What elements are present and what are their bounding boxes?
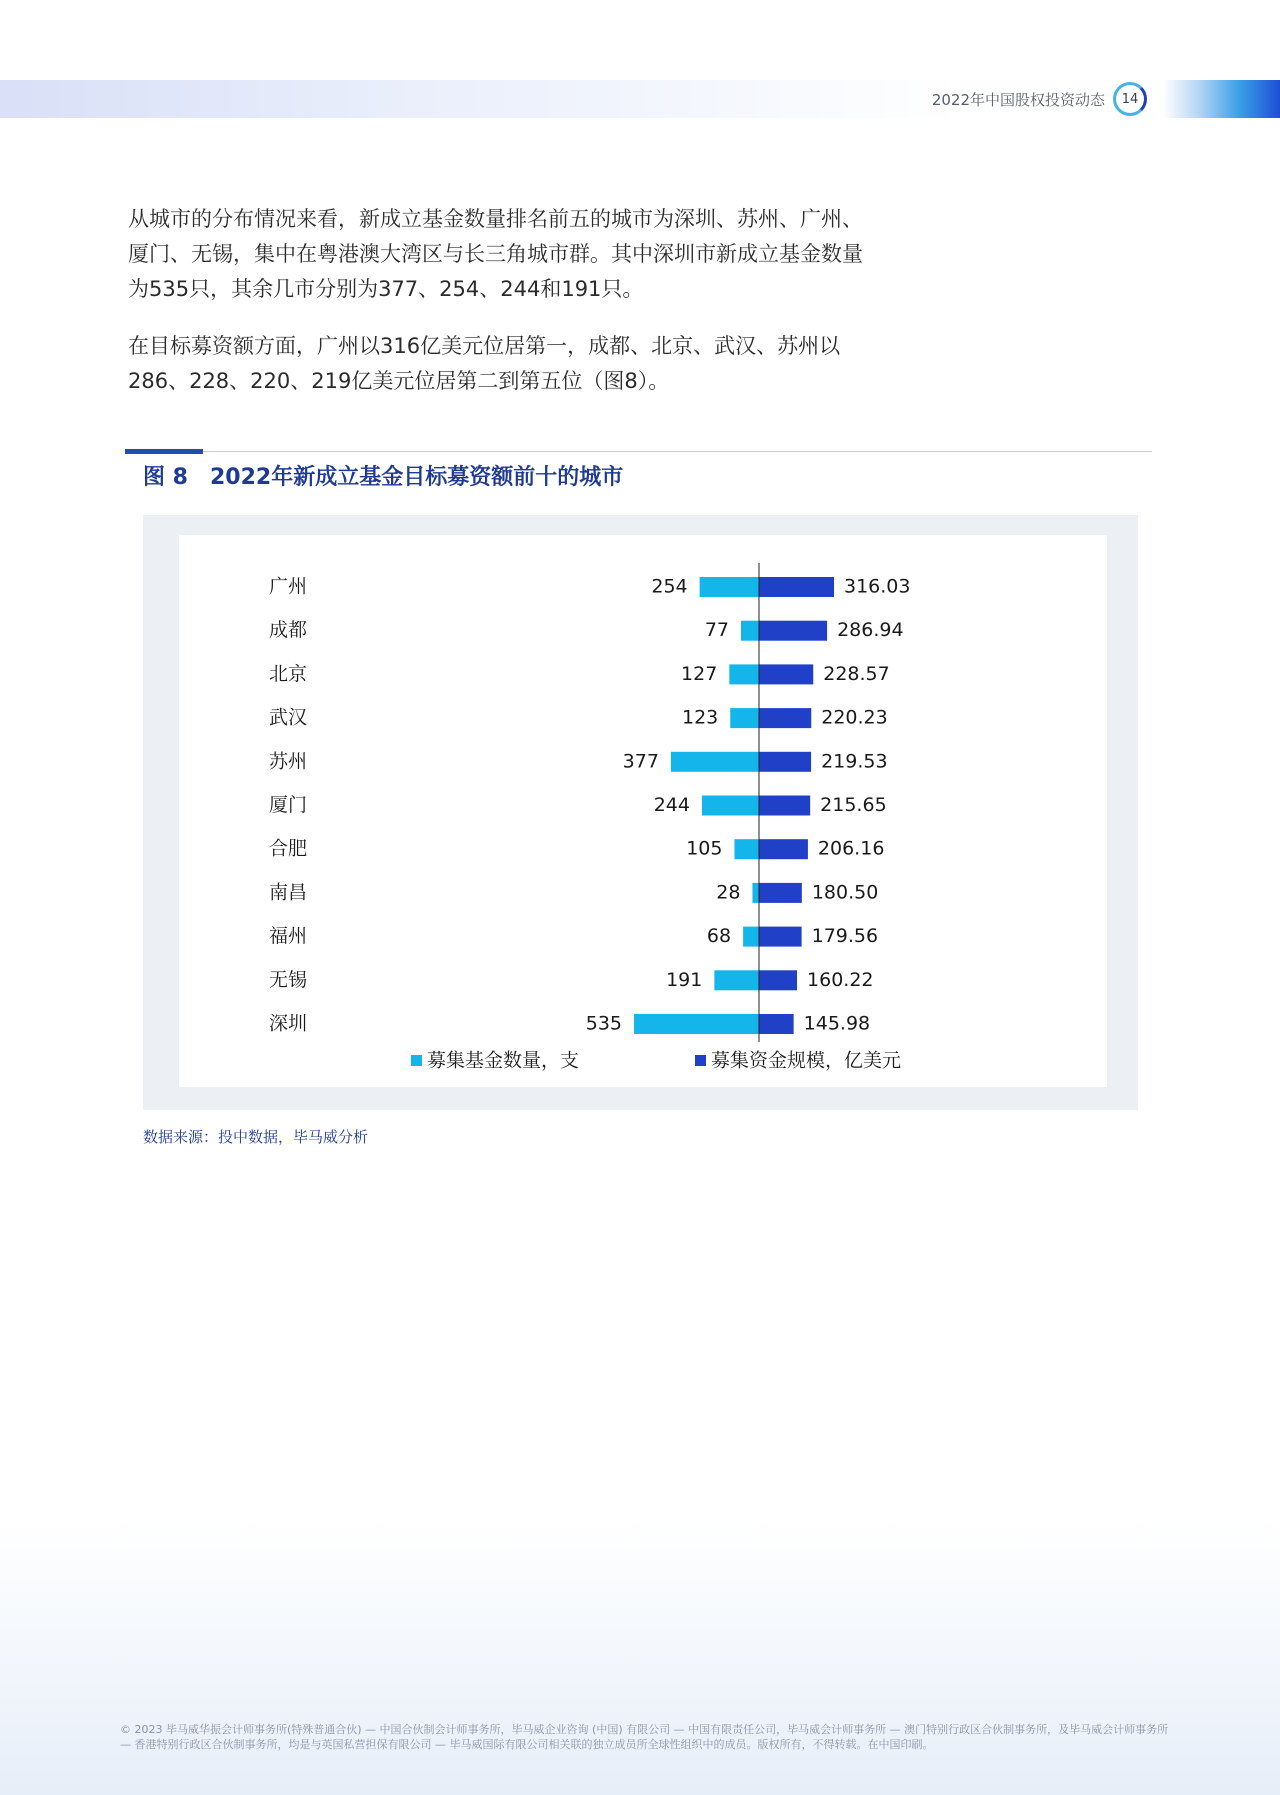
count-bar [700, 577, 759, 597]
category-label: 深圳 [269, 1012, 308, 1035]
count-bar [752, 883, 759, 903]
count-bar [714, 970, 759, 990]
figure-divider-accent [125, 449, 203, 454]
amount-value-label: 180.50 [811, 881, 879, 904]
amount-bar [759, 664, 813, 684]
legend-label-count: 募集基金数量，支 [427, 1049, 580, 1072]
amount-bar [759, 796, 810, 816]
page-number-badge: 14 [1113, 82, 1147, 116]
count-value-label: 105 [686, 837, 723, 860]
count-value-label: 254 [651, 575, 688, 598]
amount-value-label: 220.23 [821, 706, 888, 729]
amount-bar [759, 577, 834, 597]
legend-label-amount: 募集资金规模，亿美元 [711, 1049, 902, 1072]
count-bar [702, 796, 759, 816]
category-label: 成都 [269, 619, 308, 642]
category-label: 无锡 [269, 968, 308, 991]
count-value-label: 191 [666, 968, 703, 991]
footer-copyright: © 2023 毕马威华振会计师事务所(特殊普通合伙) — 中国合伙制会计师事务所，毕马威企业咨询 (中国) 有限公司 — 中国有限责任公司，毕马威会计师事务所 — 澳门特别行政区合伙制事务所，及毕马威会计师事务所 — 香港特别行政区合伙制事务所，均是与英国私营担保有限公司 — 毕马威国际有限公司相关联的独立成员所全球性组织中的成员。版权所有，不得转载。在中国印刷。 [120, 1723, 1169, 1751]
paragraph-fund-size: 在目标募资额方面，广州以316亿美元位居第一，成都、北京、武汉、苏州以286、228、220、219亿美元位居第二到第五位（图8）。 [128, 334, 841, 393]
count-bar [634, 1014, 759, 1034]
count-value-label: 244 [653, 794, 690, 816]
amount-value-label: 145.98 [803, 1012, 871, 1035]
category-label: 北京 [269, 662, 308, 685]
header-accent-bar [1163, 80, 1280, 118]
amount-bar [759, 1014, 794, 1034]
amount-value-label: 316.03 [844, 575, 911, 598]
amount-value-label: 215.65 [820, 794, 887, 816]
legend-swatch-count [411, 1055, 422, 1066]
amount-value-label: 228.57 [823, 662, 890, 685]
amount-value-label: 219.53 [821, 750, 888, 773]
count-bar [730, 708, 759, 728]
amount-bar [759, 927, 802, 947]
category-label: 广州 [269, 575, 308, 598]
amount-bar [759, 708, 811, 728]
figure-caption: 2022年新成立基金目标募资额前十的城市 [209, 465, 624, 490]
category-label: 苏州 [269, 750, 308, 773]
paragraph-fund-count: 从城市的分布情况来看，新成立基金数量排名前五的城市为深圳、苏州、广州、厦门、无锡，集中在粤港澳大湾区与长三角城市群。其中深圳市新成立基金数量为535只，其余几市分别为377、254、244和191只。 [128, 207, 863, 301]
count-value-label: 68 [706, 925, 732, 948]
figure-number: 图 8 [143, 465, 188, 490]
category-label: 武汉 [269, 706, 308, 729]
count-value-label: 127 [681, 662, 718, 685]
data-source: 数据来源：投中数据，毕马威分析 [143, 1128, 369, 1146]
amount-value-label: 179.56 [811, 925, 879, 948]
category-label: 福州 [269, 925, 308, 948]
figure-divider [125, 451, 1152, 452]
category-label: 厦门 [269, 794, 308, 816]
count-bar [671, 752, 759, 772]
count-value-label: 77 [704, 619, 730, 642]
figure-title [143, 460, 623, 491]
amount-bar [759, 883, 802, 903]
count-value-label: 28 [716, 881, 741, 904]
amount-bar [759, 970, 797, 990]
count-bar [743, 927, 759, 947]
count-value-label: 123 [681, 706, 719, 729]
count-bar [734, 839, 759, 859]
count-value-label: 377 [622, 750, 659, 773]
report-title: 2022年中国股权投资动态 [931, 91, 1105, 109]
amount-value-label: 206.16 [817, 837, 885, 860]
amount-value-label: 160.22 [807, 968, 874, 991]
category-label: 合肥 [269, 837, 308, 860]
amount-bar [759, 752, 811, 772]
amount-bar [759, 621, 827, 641]
category-label: 南昌 [269, 881, 308, 904]
diverging-bar-chart [179, 535, 1107, 1087]
count-bar [741, 621, 759, 641]
amount-bar [759, 839, 808, 859]
count-value-label: 535 [585, 1012, 622, 1035]
amount-value-label: 286.94 [837, 619, 904, 642]
footer-background [0, 1520, 1280, 1795]
count-bar [729, 664, 759, 684]
legend-swatch-amount [695, 1055, 706, 1066]
